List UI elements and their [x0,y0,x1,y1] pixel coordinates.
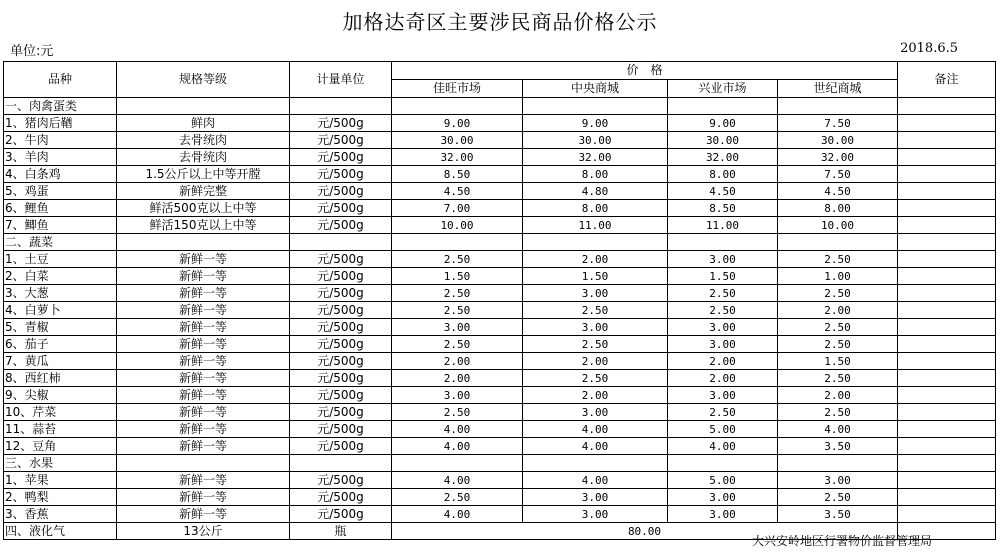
item-unit: 元/500g [290,472,392,489]
price-cell: 4.50 [668,183,778,200]
item-unit: 元/500g [290,217,392,234]
item-name: 11、蒜苔 [4,421,117,438]
price-cell: 32.00 [778,149,898,166]
empty-cell [392,98,523,115]
item-spec: 新鲜完整 [117,183,290,200]
price-cell: 3.50 [778,438,898,455]
price-cell: 3.00 [668,387,778,404]
price-cell: 2.00 [523,353,668,370]
item-unit: 元/500g [290,149,392,166]
remarks-cell [898,319,996,336]
price-cell: 30.00 [668,132,778,149]
price-cell: 8.00 [778,200,898,217]
empty-cell [668,455,778,472]
empty-cell [290,455,392,472]
item-unit: 瓶 [290,523,392,540]
section-row [4,455,996,472]
remarks-cell [898,489,996,506]
price-cell: 3.00 [523,404,668,421]
item-spec: 鲜活150克以上中等 [117,217,290,234]
remarks-cell [898,472,996,489]
item-name: 7、鲫鱼 [4,217,117,234]
item-unit: 元/500g [290,268,392,285]
section-row [4,234,996,251]
price-cell: 2.50 [392,251,523,268]
item-name: 1、苹果 [4,472,117,489]
price-cell: 2.00 [668,353,778,370]
table-row [4,319,996,336]
price-cell: 2.50 [392,285,523,302]
remarks-cell [898,438,996,455]
price-cell: 4.00 [523,421,668,438]
remarks-cell [898,115,996,132]
table-row [4,115,996,132]
price-cell: 4.50 [778,183,898,200]
table-row [4,285,996,302]
item-spec: 新鲜一等 [117,336,290,353]
item-unit: 元/500g [290,489,392,506]
table-row [4,472,996,489]
empty-cell [778,234,898,251]
price-cell: 9.00 [668,115,778,132]
footer-authority: 大兴安岭地区行署物价监督管理局 [751,534,932,548]
section-name: 三、水果 [4,455,117,472]
price-cell: 2.50 [392,404,523,421]
item-spec: 鲜活500克以上中等 [117,200,290,217]
price-cell: 8.00 [668,166,778,183]
price-cell: 2.50 [668,404,778,421]
header-variety: 品种 [4,62,117,98]
remarks-cell [898,251,996,268]
price-cell: 32.00 [523,149,668,166]
item-name: 8、西红柿 [4,370,117,387]
price-cell: 1.50 [668,268,778,285]
remarks-cell [898,353,996,370]
price-cell: 3.50 [778,506,898,523]
price-cell: 2.50 [778,370,898,387]
price-cell: 2.00 [392,370,523,387]
item-name: 5、青椒 [4,319,117,336]
table-row [4,421,996,438]
empty-cell [898,455,996,472]
price-cell: 4.00 [523,472,668,489]
item-spec: 新鲜一等 [117,285,290,302]
item-spec: 新鲜一等 [117,387,290,404]
table-row [4,217,996,234]
item-unit: 元/500g [290,336,392,353]
item-unit: 元/500g [290,200,392,217]
item-name: 5、鸡蛋 [4,183,117,200]
price-cell: 4.00 [668,438,778,455]
table-row [4,506,996,523]
item-spec: 去骨统肉 [117,132,290,149]
unit-label: 单位:元 [10,44,54,59]
item-unit: 元/500g [290,115,392,132]
item-spec: 新鲜一等 [117,438,290,455]
table-row [4,268,996,285]
price-cell: 2.50 [778,489,898,506]
item-name: 6、茄子 [4,336,117,353]
item-unit: 元/500g [290,370,392,387]
price-cell: 4.00 [523,438,668,455]
price-cell: 30.00 [778,132,898,149]
remarks-cell [898,387,996,404]
empty-cell [778,98,898,115]
item-name: 12、豆角 [4,438,117,455]
item-spec: 新鲜一等 [117,353,290,370]
empty-cell [668,98,778,115]
price-cell: 11.00 [668,217,778,234]
empty-cell [898,234,996,251]
remarks-cell [898,166,996,183]
price-cell: 2.00 [778,302,898,319]
item-spec: 新鲜一等 [117,489,290,506]
price-table [3,61,996,540]
item-unit: 元/500g [290,438,392,455]
price-cell: 3.00 [523,506,668,523]
empty-cell [392,234,523,251]
item-name: 6、鲤鱼 [4,200,117,217]
price-cell: 9.00 [392,115,523,132]
table-row [4,438,996,455]
price-cell: 4.50 [392,183,523,200]
price-cell: 11.00 [523,217,668,234]
price-cell: 1.50 [523,268,668,285]
empty-cell [290,98,392,115]
item-spec: 新鲜一等 [117,370,290,387]
item-unit: 元/500g [290,319,392,336]
item-name: 10、芹菜 [4,404,117,421]
item-name: 3、香蕉 [4,506,117,523]
price-cell: 2.50 [668,302,778,319]
item-unit: 元/500g [290,285,392,302]
price-cell: 4.00 [392,421,523,438]
date-label: 2018.6.5 [900,41,958,56]
empty-cell [898,98,996,115]
item-spec: 新鲜一等 [117,472,290,489]
price-cell: 3.00 [523,285,668,302]
item-spec: 去骨统肉 [117,149,290,166]
section-name: 二、蔬菜 [4,234,117,251]
price-cell: 4.00 [392,506,523,523]
price-cell: 9.00 [523,115,668,132]
item-name: 2、白菜 [4,268,117,285]
item-unit: 元/500g [290,404,392,421]
table-row [4,336,996,353]
table-row [4,200,996,217]
price-cell: 7.50 [778,166,898,183]
header-measure: 计量单位 [290,62,392,98]
price-cell: 2.00 [523,251,668,268]
table-row [4,353,996,370]
price-cell: 3.00 [668,319,778,336]
price-cell: 2.50 [778,319,898,336]
price-cell: 30.00 [523,132,668,149]
price-cell: 3.00 [523,489,668,506]
price-cell: 30.00 [392,132,523,149]
price-cell: 3.00 [392,319,523,336]
item-spec: 13公斤 [117,523,290,540]
price-cell: 3.00 [392,387,523,404]
section-name: 一、肉禽蛋类 [4,98,117,115]
price-cell: 2.00 [523,387,668,404]
remarks-cell [898,506,996,523]
item-name: 4、白萝卜 [4,302,117,319]
price-cell: 2.50 [392,302,523,319]
header-market: 中央商城 [523,80,668,98]
header-price-group: 价 格 [392,62,898,80]
price-cell: 1.00 [778,268,898,285]
price-cell: 3.00 [668,251,778,268]
header-market: 兴业市场 [668,80,778,98]
price-cell: 2.50 [778,336,898,353]
table-row [4,149,996,166]
price-cell: 3.00 [668,489,778,506]
item-unit: 元/500g [290,302,392,319]
item-spec: 新鲜一等 [117,421,290,438]
price-cell: 2.50 [523,336,668,353]
table-row [4,404,996,421]
header-remarks: 备注 [898,62,996,98]
item-spec: 鲜肉 [117,115,290,132]
remarks-cell [898,302,996,319]
empty-cell [523,98,668,115]
item-unit: 元/500g [290,353,392,370]
empty-cell [117,234,290,251]
item-name: 2、鸭梨 [4,489,117,506]
remarks-cell [898,132,996,149]
empty-cell [117,455,290,472]
price-cell: 3.00 [778,472,898,489]
item-name: 3、大葱 [4,285,117,302]
item-unit: 元/500g [290,387,392,404]
item-unit: 元/500g [290,506,392,523]
item-name: 1、土豆 [4,251,117,268]
price-cell: 80.00 [392,523,898,540]
item-spec: 1.5公斤以上中等开膛 [117,166,290,183]
header-spec: 规格等级 [117,62,290,98]
price-cell: 7.50 [778,115,898,132]
item-name: 3、羊肉 [4,149,117,166]
item-spec: 新鲜一等 [117,302,290,319]
item-unit: 元/500g [290,421,392,438]
item-unit: 元/500g [290,251,392,268]
remarks-cell [898,370,996,387]
price-cell: 2.50 [523,302,668,319]
remarks-cell [898,404,996,421]
price-cell: 8.50 [392,166,523,183]
price-cell: 8.50 [668,200,778,217]
remarks-cell [898,336,996,353]
price-cell: 4.00 [778,421,898,438]
price-cell: 4.00 [392,472,523,489]
empty-cell [523,234,668,251]
table-row [4,387,996,404]
header-row-1 [4,62,996,80]
item-unit: 元/500g [290,166,392,183]
remarks-cell [898,200,996,217]
price-cell: 4.80 [523,183,668,200]
price-cell: 2.00 [392,353,523,370]
item-unit: 元/500g [290,132,392,149]
table-row [4,132,996,149]
page-title: 加格达奇区主要涉民商品价格公示 [342,10,658,34]
item-spec: 新鲜一等 [117,268,290,285]
remarks-cell [898,268,996,285]
item-name: 四、液化气 [4,523,117,540]
empty-cell [523,455,668,472]
price-cell: 2.00 [778,387,898,404]
price-cell: 5.00 [668,421,778,438]
table-row [4,183,996,200]
remarks-cell [898,421,996,438]
item-name: 2、牛肉 [4,132,117,149]
price-cell: 2.50 [523,370,668,387]
item-spec: 新鲜一等 [117,506,290,523]
price-cell: 2.50 [778,285,898,302]
item-spec: 新鲜一等 [117,251,290,268]
price-cell: 32.00 [392,149,523,166]
empty-cell [392,455,523,472]
price-cell: 1.50 [392,268,523,285]
remarks-cell [898,183,996,200]
item-spec: 新鲜一等 [117,404,290,421]
empty-cell [117,98,290,115]
empty-cell [668,234,778,251]
price-cell: 4.00 [392,438,523,455]
item-spec: 新鲜一等 [117,319,290,336]
remarks-cell [898,217,996,234]
price-cell: 2.50 [778,404,898,421]
price-cell: 10.00 [392,217,523,234]
item-name: 9、尖椒 [4,387,117,404]
price-cell: 7.00 [392,200,523,217]
price-cell: 2.50 [392,489,523,506]
empty-cell [290,234,392,251]
price-cell: 8.00 [523,200,668,217]
table-row [4,166,996,183]
price-cell: 10.00 [778,217,898,234]
price-cell: 2.00 [668,370,778,387]
item-name: 1、猪肉后鞧 [4,115,117,132]
price-cell: 2.50 [778,251,898,268]
table-row [4,370,996,387]
item-name: 7、黄瓜 [4,353,117,370]
price-cell: 32.00 [668,149,778,166]
table-row [4,302,996,319]
price-cell: 1.50 [778,353,898,370]
table-row [4,251,996,268]
price-cell: 3.00 [523,319,668,336]
price-cell: 3.00 [668,336,778,353]
price-cell: 5.00 [668,472,778,489]
price-cell: 3.00 [668,506,778,523]
remarks-cell [898,149,996,166]
table-row [4,489,996,506]
section-row [4,98,996,115]
remarks-cell [898,285,996,302]
price-cell: 8.00 [523,166,668,183]
header-market: 世纪商城 [778,80,898,98]
item-unit: 元/500g [290,183,392,200]
price-cell: 2.50 [668,285,778,302]
empty-cell [778,455,898,472]
header-market: 佳旺市场 [392,80,523,98]
price-cell: 2.50 [392,336,523,353]
item-name: 4、白条鸡 [4,166,117,183]
